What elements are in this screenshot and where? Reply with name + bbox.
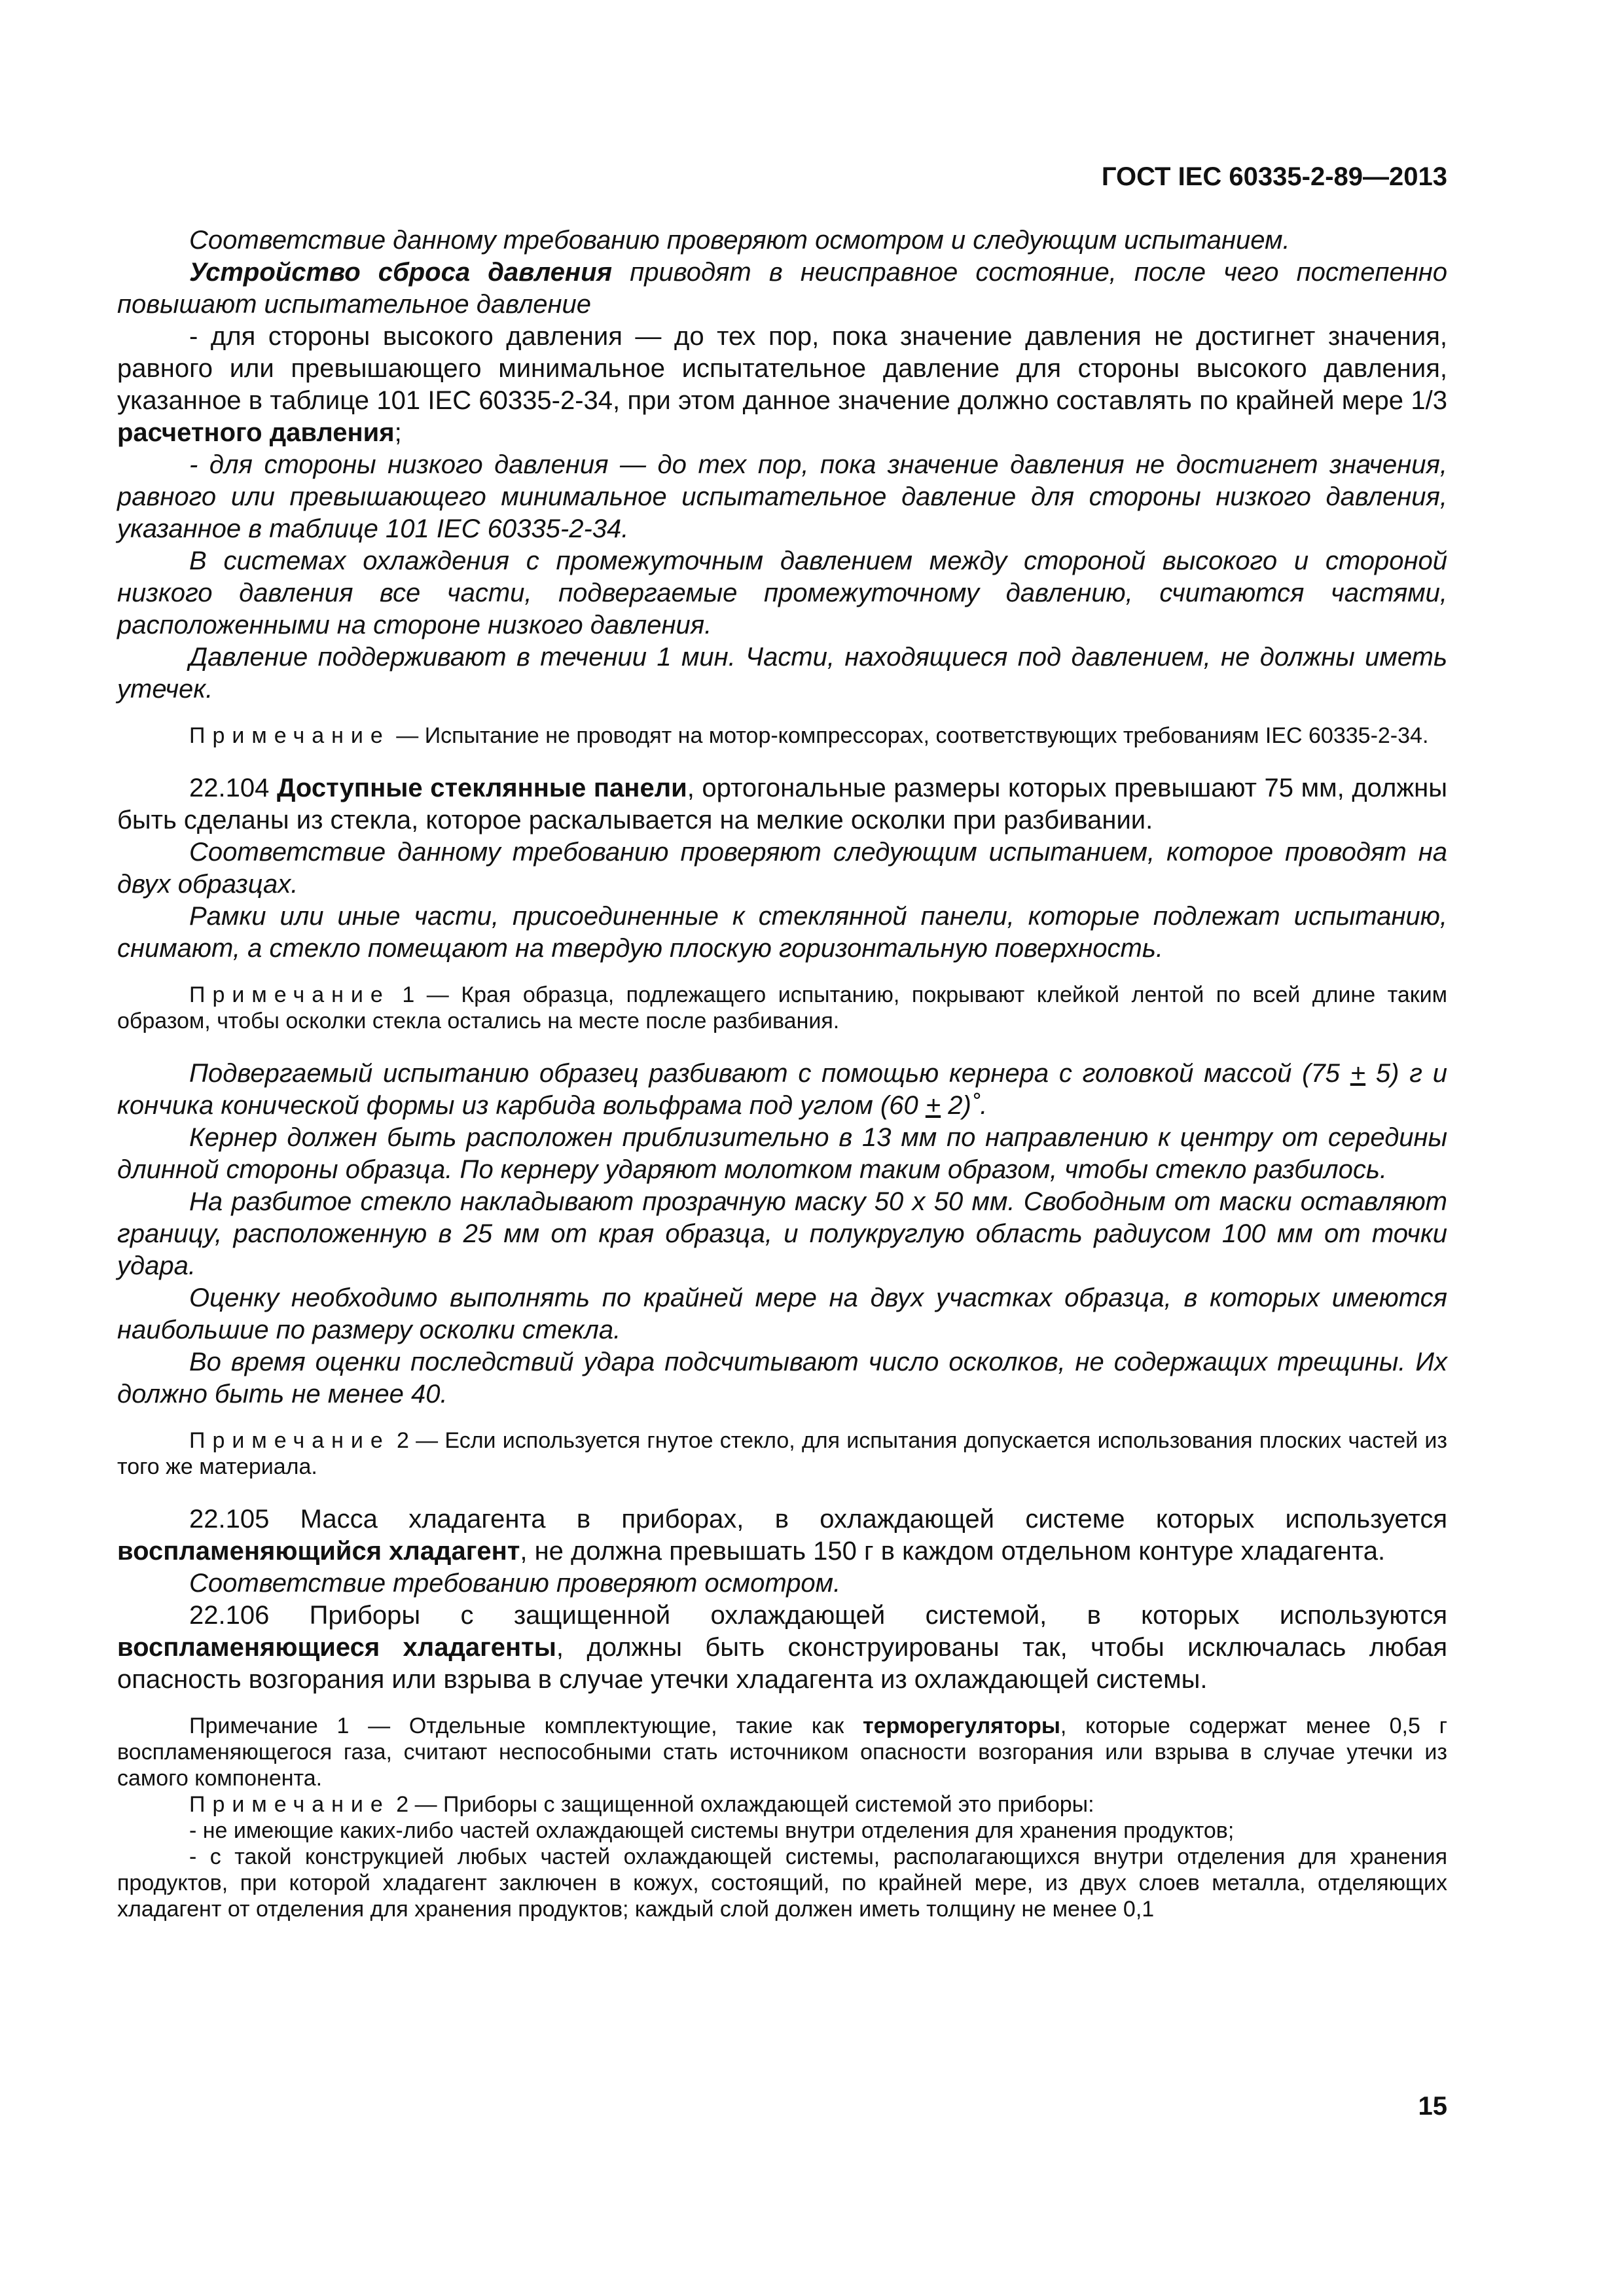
clause-22-106 bbox=[117, 1600, 1447, 1696]
text-run: воспламеняющийся хладагент bbox=[117, 1537, 520, 1566]
paragraph bbox=[117, 901, 1447, 965]
paragraph bbox=[117, 224, 1447, 257]
text-run: - для стороны низкого давления — до тех пор, пока значение давления не достигнет значения, равного или превышающего минимальное испытательное давление для стороны низкого давления, указанное в таблице 101 IEC 60335-2-34. bbox=[117, 450, 1447, 543]
paragraph bbox=[117, 836, 1447, 901]
text-run: 22.104 bbox=[189, 774, 277, 802]
text-run: Соответствие данному требованию проверяют следующим испытанием, которое проводят на двух образцах. bbox=[117, 838, 1447, 899]
text-run: Примечание bbox=[189, 1428, 390, 1453]
text-run: терморегуляторы bbox=[863, 1713, 1060, 1738]
paragraph bbox=[117, 1568, 1447, 1600]
text-run: 1 — Края образца, подлежащего испытанию, покрывают клейкой лентой по всей длине таким образом, чтобы осколки стекла остались на месте после разбивания. bbox=[117, 982, 1447, 1033]
clause-22-104 bbox=[117, 772, 1447, 836]
note-list-item bbox=[117, 1818, 1447, 1844]
text-run: Соответствие данному требованию проверяют осмотром и следующим испытанием. bbox=[189, 226, 1290, 255]
text-run: , которые содержат менее 0,5 г воспламеняющегося газа, считают неспособными стать источником опасности возгорания или взрыва в случае утечки из самого компонента. bbox=[117, 1713, 1447, 1791]
text-run: — Испытание не проводят на мотор-компрессорах, соответствующих требованиям IEC 60335-2-34. bbox=[389, 723, 1429, 748]
page-number: 15 bbox=[1418, 2092, 1447, 2121]
text-run: приводят в неисправное состояние, после чего постепенно повышают испытательное давление bbox=[117, 258, 1447, 319]
text-run: В системах охлаждения с промежуточным давлением между стороной высокого и стороной низкого давления все части, подвергаемые промежуточному давлению, считаются частями, расположенными на стороне низкого давления. bbox=[117, 547, 1447, 639]
text-run: - с такой конструкцией любых частей охлаждающей системы, располагающихся внутри отделения для хранения продуктов, при которой хладагент заключен в кожух, состоящий, по крайней мере, из двух слоев металла, отделяющих хладагент от отделения для хранения продуктов; каждый слой должен иметь толщину не менее 0,1 bbox=[117, 1844, 1447, 1922]
text-run: Кернер должен быть расположен приблизительно в 13 мм по направлению к центру от середины длинной стороны образца. По кернеру ударяют молотком таким образом, чтобы стекло разбилось. bbox=[117, 1123, 1447, 1184]
paragraph bbox=[117, 449, 1447, 545]
note-list-item bbox=[117, 1844, 1447, 1922]
text-run: На разбитое стекло накладывают прозрачную маску 50 х 50 мм. Свободным от маски оставляют границу, расположенную в 25 мм от края образца, и полукруглую область радиусом 100 мм от точки удара. bbox=[117, 1187, 1447, 1280]
text-run: Соответствие требованию проверяют осмотром. bbox=[189, 1569, 841, 1598]
text-run: Во время оценки последствий удара подсчитывают число осколков, не содержащих трещины. Их должно быть не менее 40. bbox=[117, 1348, 1447, 1408]
paragraph bbox=[117, 321, 1447, 449]
note bbox=[117, 982, 1447, 1034]
text-run: 22.106 Приборы с защищенной охлаждающей системой, в которых используются bbox=[189, 1601, 1447, 1630]
text-run: Примечание 1 — Отдельные комплектующие, такие как bbox=[189, 1713, 863, 1738]
note bbox=[117, 1427, 1447, 1480]
paragraph bbox=[117, 641, 1447, 706]
paragraph bbox=[117, 1122, 1447, 1186]
text-run: , ортогональные размеры которых превышают 75 мм, должны быть сделаны из стекла, которое раскалывается на мелкие осколки при разбивании. bbox=[117, 774, 1447, 834]
text-run: воспламеняющиеся хладагенты bbox=[117, 1633, 556, 1662]
text-run: + bbox=[925, 1091, 941, 1120]
text-run: Давление поддерживают в течении 1 мин. Части, находящиеся под давлением, не должны иметь утечек. bbox=[117, 643, 1447, 704]
text-run: + bbox=[1350, 1059, 1366, 1088]
text-run: 2)˚. bbox=[941, 1091, 988, 1120]
paragraph bbox=[117, 257, 1447, 321]
text-run: Оценку необходимо выполнять по крайней мере на двух участках образца, в которых имеются наибольшие по размеру осколки стекла. bbox=[117, 1283, 1447, 1344]
text-run: 2 — Приборы с защищенной охлаждающей системой это приборы: bbox=[389, 1792, 1094, 1817]
note bbox=[117, 723, 1447, 749]
text-run: 22.105 Масса хладагента в приборах, в охлаждающей системе которых используется bbox=[189, 1505, 1447, 1534]
note bbox=[117, 1713, 1447, 1791]
text-run: расчетного давления bbox=[117, 418, 395, 447]
text-run: - для стороны высокого давления — до тех пор, пока значение давления не достигнет значения, равного или превышающего минимальное испытательное давление для стороны высокого давления, указанное в таблице 101 IEC 60335-2-34, при этом данное значение должно составлять по крайней мере 1/3 bbox=[117, 322, 1447, 415]
text-run: ; bbox=[394, 418, 402, 447]
text-run: Примечание bbox=[189, 1792, 390, 1817]
text-run: , должны быть сконструированы так, чтобы исключалась любая опасность возгорания или взрыва в случае утечки хладагента из охлаждающей системы. bbox=[117, 1633, 1447, 1694]
document-header: ГОСТ IEC 60335-2-89—2013 bbox=[1101, 162, 1447, 191]
paragraph bbox=[117, 545, 1447, 641]
paragraph bbox=[117, 1346, 1447, 1410]
text-run: Примечание bbox=[189, 723, 390, 748]
text-run: Подвергаемый испытанию образец разбивают с помощью кернера с головкой массой (75 bbox=[189, 1059, 1350, 1088]
text-run: 2 — Если используется гнутое стекло, для испытания допускается использования плоских частей из того же материала. bbox=[117, 1428, 1447, 1479]
paragraph bbox=[117, 1058, 1447, 1122]
text-run: , не должна превышать 150 г в каждом отдельном контуре хладагента. bbox=[520, 1537, 1386, 1566]
text-run: Рамки или иные части, присоединенные к стеклянной панели, которые подлежат испытанию, снимают, а стекло помещают на твердую плоскую горизонтальную поверхность. bbox=[117, 902, 1447, 963]
text-run: Доступные стеклянные панели bbox=[276, 774, 687, 802]
text-run: Устройство сброса давления bbox=[189, 258, 613, 287]
page-body bbox=[117, 224, 1447, 1922]
paragraph bbox=[117, 1282, 1447, 1346]
text-run: 5) г и кончика конической формы из карбида вольфрама под углом (60 bbox=[117, 1059, 1447, 1120]
clause-22-105 bbox=[117, 1503, 1447, 1568]
text-run: - не имеющие каких-либо частей охлаждающей системы внутри отделения для хранения продуктов; bbox=[189, 1818, 1235, 1843]
note bbox=[117, 1791, 1447, 1818]
paragraph bbox=[117, 1186, 1447, 1282]
text-run: Примечание bbox=[189, 982, 390, 1007]
